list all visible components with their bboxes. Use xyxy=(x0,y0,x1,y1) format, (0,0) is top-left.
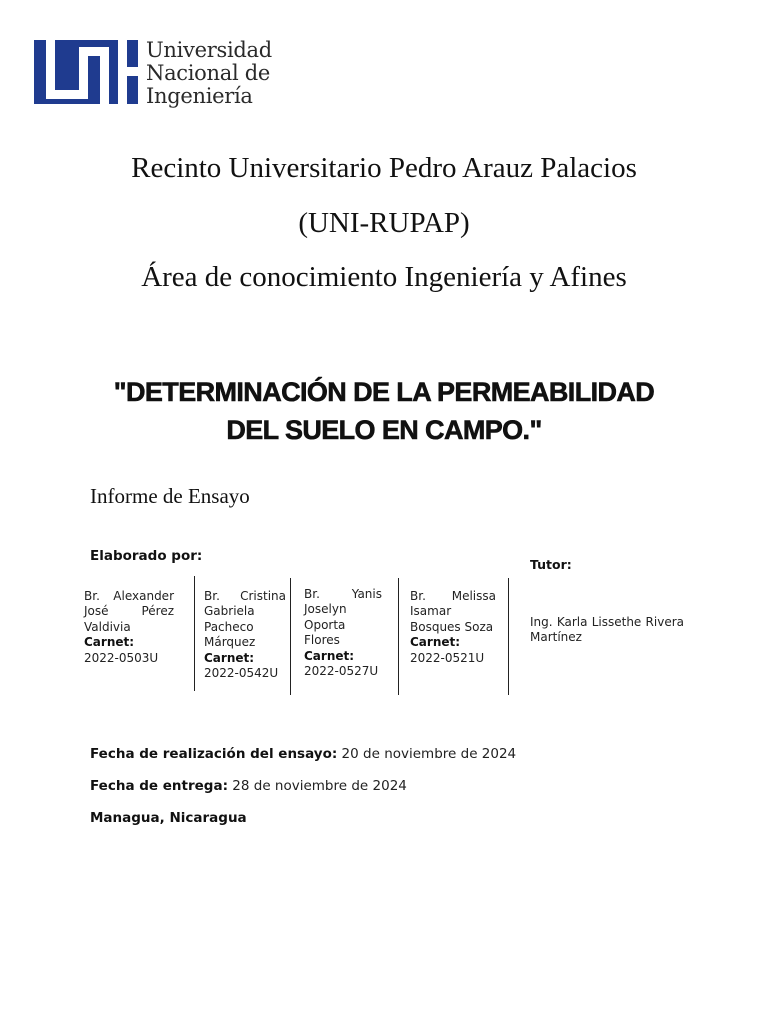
column-divider xyxy=(398,578,399,695)
author-entry xyxy=(84,589,174,666)
delivery-date xyxy=(90,778,407,794)
column-divider xyxy=(508,578,509,695)
logo-wordmark xyxy=(146,39,272,108)
campus-name: Recinto Universitario Pedro Arauz Palacios xyxy=(131,152,637,184)
location xyxy=(90,810,247,826)
location-text: Managua, Nicaragua xyxy=(90,810,247,826)
realization-date-value: 20 de noviembre de 2024 xyxy=(337,746,517,762)
knowledge-area: Área de conocimiento Ingeniería y Afines xyxy=(141,261,627,293)
carnet-label: Carnet: xyxy=(410,635,461,650)
carnet-value: 2022-0527U xyxy=(304,664,379,679)
logo-line: Ingeniería xyxy=(146,84,253,108)
carnet-value: 2022-0542U xyxy=(204,666,279,681)
uni-logo-icon xyxy=(34,40,138,104)
title-line-1: "DETERMINACIÓN DE LA PERMEABILIDAD xyxy=(113,377,655,407)
delivery-date-value: 28 de noviembre de 2024 xyxy=(227,778,407,794)
carnet-value: 2022-0521U xyxy=(410,650,485,665)
tutor-name: Ing. Karla Lissethe Rivera Martínez xyxy=(530,615,684,644)
carnet-label: Carnet: xyxy=(304,648,355,663)
carnet-label: Carnet: xyxy=(84,635,135,650)
author-entry xyxy=(304,587,382,679)
author-entry xyxy=(204,589,286,681)
author-entry xyxy=(410,589,496,666)
author-name: Br. Yanis Joselyn Oporta Flores xyxy=(304,587,382,648)
carnet-value: 2022-0503U xyxy=(84,650,159,665)
column-divider xyxy=(290,578,291,695)
logo-line: Nacional de xyxy=(146,61,271,85)
report-type: Informe de Ensayo xyxy=(90,484,250,508)
title-line-2: DEL SUELO EN CAMPO." xyxy=(226,415,542,445)
realization-date-label: Fecha de realización del ensayo: xyxy=(90,746,338,762)
authors-label: Elaborado por: xyxy=(90,548,203,564)
author-name: Br. Melissa Isamar Bosques Soza xyxy=(410,589,496,634)
logo-line: Universidad xyxy=(146,38,272,62)
tutor-label: Tutor: xyxy=(530,557,572,572)
carnet-label: Carnet: xyxy=(204,650,255,665)
author-name: Br. Cristina Gabriela Pacheco Márquez xyxy=(204,589,286,650)
report-title xyxy=(0,373,768,449)
delivery-date-label: Fecha de entrega: xyxy=(90,778,228,794)
author-name: Br. Alexander José Pérez Valdivia xyxy=(84,589,174,634)
university-logo xyxy=(34,40,274,106)
campus-abbreviation: (UNI-RUPAP) xyxy=(298,207,470,239)
realization-date xyxy=(90,746,516,762)
column-divider xyxy=(194,576,195,691)
